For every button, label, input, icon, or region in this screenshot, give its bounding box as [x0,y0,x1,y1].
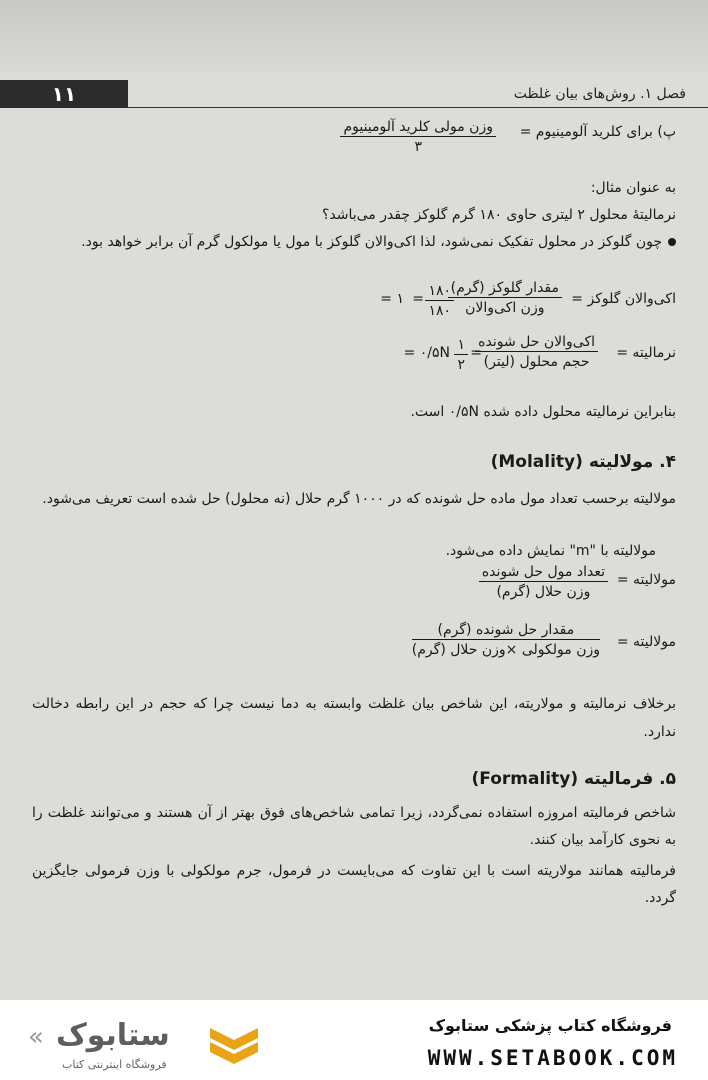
eq1-den2: ۱۸۰ [428,303,451,319]
store-website[interactable]: WWW.SETABOOK.COM [427,1046,678,1070]
molality-eq1-num: تعداد مول حل شونده [479,564,608,582]
formality-heading-title: ۵. فرمالیته [584,769,676,789]
chapter-title: فصل ۱. روش‌های بیان غلظت [513,86,686,102]
bullet-text: چون گلوکز در محلول تفکیک نمی‌شود، لذا اکی‌والان گلوکز با مول یا مولکول گرم آن برابر خواهد بود. [81,234,662,250]
eq1-result: = ۱ [380,291,404,307]
eq2-result: = ۰/۵N [403,345,450,361]
example-question: نرمالیتهٔ محلول ۲ لیتری حاوی ۱۸۰ گرم گلوکز چقدر می‌باشد؟ [321,207,676,223]
molality-heading-title: ۴. مولالیته [588,452,676,472]
logo-subtitle: فروشگاه اینترنتی کتاب [62,1058,167,1071]
molality-eq2-den: وزن مولکولی ×وزن حلال (گرم) [411,642,600,658]
formality-heading [472,769,676,789]
fraction-numerator: وزن مولی کلرید آلومینیوم [340,119,496,137]
aluminum-chloride-label: پ) برای کلرید آلومینیوم = [519,124,676,140]
molality-note: برخلاف نرمالیته و مولاریته، این شاخص بیان غلظت وابسته به دما نیست چرا که حجم در این رابطه دخالت ندارد. [32,696,676,740]
eq2-fraction2 [454,337,468,373]
logo-wordmark: ستابوک [56,1018,170,1053]
molality-eq2-fraction [412,622,600,658]
molality-eq1-den: وزن حلال (گرم) [496,584,591,600]
eq1-fraction2 [425,283,454,319]
eq1-num2: ۱۸۰ [425,283,454,301]
eq2-den: حجم محلول (لیتر) [483,354,590,370]
fraction-denominator: ۳ [414,139,422,155]
bullet-icon [668,238,676,246]
example-conclusion: بنابراین نرمالیته محلول داده شده ۰/۵N است. [410,404,676,420]
eq2-fraction [475,334,598,370]
formality-para1: شاخص فرمالیته امروزه استفاده نمی‌گردد، زیرا تمامی شاخص‌های فوق بهتر از آن هستند و می‌توانند غلظت را به نحوی کارآمد بیان کنند. [32,805,676,848]
eq1-num: مقدار گلوکز (گرم) [448,280,562,298]
molality-heading [491,452,676,472]
molality-eq1-lhs: مولالیته = [616,572,676,588]
molality-eq2-lhs: مولالیته = [616,634,676,650]
formality-para2: فرمالیته همانند مولاریته است با این تفاوت که می‌بایست در فرمول، جرم مولکولی با وزن فرمولی جایگزین گردد. [32,863,676,906]
example-bullet [81,234,676,250]
eq1-fraction [448,280,562,316]
store-name: فروشگاه کتاب پزشکی ستابوک [428,1016,672,1035]
molality-symbol-note: مولالیته با "m" نمایش داده می‌شود. [445,543,656,559]
eq2-den2: ۲ [457,357,465,373]
formality-heading-en: (Formality) [471,769,579,789]
eq2-equals: = [470,345,482,361]
eq2-num2: ۱ [454,337,468,355]
eq2-num: اکی‌والان حل شونده [475,334,598,352]
molality-heading-en: (Molality) [490,452,583,472]
molality-eq2-num: مقدار حل شونده (گرم) [412,622,600,640]
aluminum-chloride-fraction [340,119,496,155]
chevrons-icon: « [28,1022,44,1052]
example-title: به عنوان مثال: [590,180,676,196]
book-logo-icon [206,1020,262,1066]
header-rule [128,107,708,108]
eq1-lhs: اکی‌والان گلوکز = [571,291,676,307]
molality-definition: مولالیته برحسب تعداد مول ماده حل شونده که در ۱۰۰۰ گرم حلال (نه محلول) حل شده است تعریف می‌شود. [42,491,676,507]
molality-eq1-fraction [479,564,608,600]
eq1-equals: = [412,291,424,307]
top-margin [0,0,708,72]
eq1-den: وزن اکی‌والان [465,300,545,316]
eq2-lhs: نرمالیته = [616,345,676,361]
page-number: ۱۱ [0,80,128,108]
